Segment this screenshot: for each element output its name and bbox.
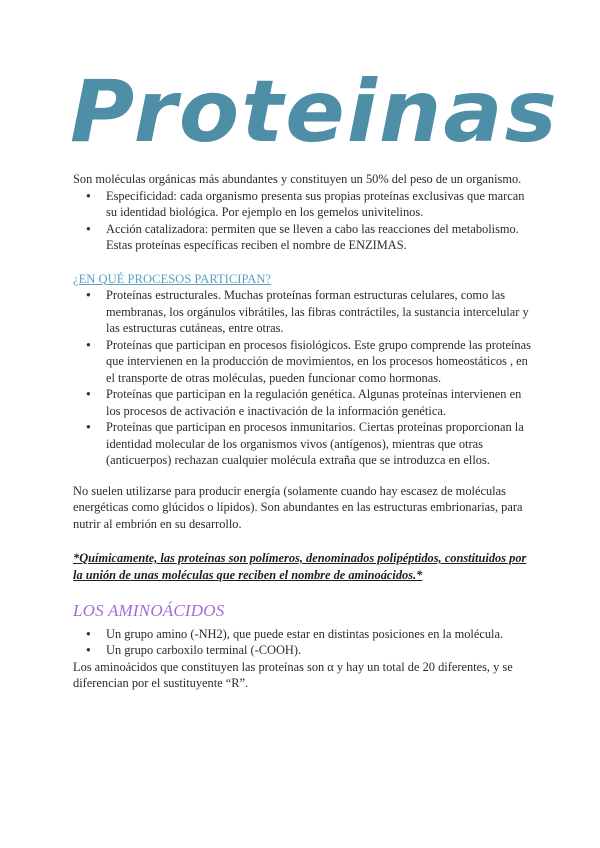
amino-heading: LOS AMINOÁCIDOS xyxy=(73,601,225,620)
amino-paragraph: Los aminoácidos que constituyen las proteínas son α y hay un total de 20 diferentes, y se diferencian por el sustituyente “R”. xyxy=(73,659,513,690)
list-item: ● Proteínas que participan en la regulación genética. Algunas proteínas intervienen en los procesos de activación e inactivación de la información genética. xyxy=(106,386,533,419)
spacer xyxy=(73,469,533,483)
list-item: ● Un grupo carboxilo terminal (-COOH). xyxy=(106,642,533,659)
list-item: ● Proteínas que participan en procesos fisiológicos. Este grupo comprende las proteínas que intervienen en la producción de movimientos, en los procesos homeostáticos , en el transporte de otras moléculas, pueden funcionar como hormonas. xyxy=(106,337,533,387)
amino-groups-list xyxy=(73,626,533,659)
processes-heading: ¿EN QUÉ PROCESOS PARTICIPAN? xyxy=(73,271,272,286)
energy-paragraph: No suelen utilizarse para producir energía (solamente cuando hay escasez de moléculas energéticas como glúcidos o lípidos). Son abundantes en las estructuras embrionarias, para nutrir al embrión en su desarrollo. xyxy=(73,483,523,531)
processes-list xyxy=(73,287,533,469)
list-item: ● Proteínas estructurales. Muchas proteínas forman estructuras celulares, como las membranas, los orgánulos vibrátiles, las fibras contráctiles, la sustancia intercelular y las estructuras cutáneas, entre otras. xyxy=(106,287,533,337)
list-item: ● Un grupo amino (-NH2), que puede estar en distintas posiciones en la molécula. xyxy=(106,626,533,643)
intro-paragraph: Son moléculas orgánicas más abundantes y constituyen un 50% del peso de un organismo. xyxy=(73,172,522,186)
list-item: ● Especificidad: cada organismo presenta sus propias proteínas exclusivas que marcan su identidad biológica. Por ejemplo en los gemelos univitelinos. xyxy=(106,188,533,221)
list-item: ● Acción catalizadora: permiten que se lleven a cabo las reacciones del metabolismo. Estas proteínas específicas reciben el nombre de ENZIMAS. xyxy=(106,221,533,254)
features-list xyxy=(73,188,533,254)
chemical-note: *Químicamente, las proteínas son polímeros, denominados polipéptidos, constituidos por la unión de unas moléculas que reciben el nombre de aminoácidos.* xyxy=(73,551,527,582)
page-title: Proteinas xyxy=(70,62,559,162)
document-body xyxy=(73,171,533,692)
list-item: ● Proteínas que participan en procesos inmunitarios. Ciertas proteínas proporcionan la identidad molecular de los organismos vivos (antígenos), mientras que otras (anticuerpos) rechazan cualquier molécula extraña que se introduzca en ellos. xyxy=(106,419,533,469)
